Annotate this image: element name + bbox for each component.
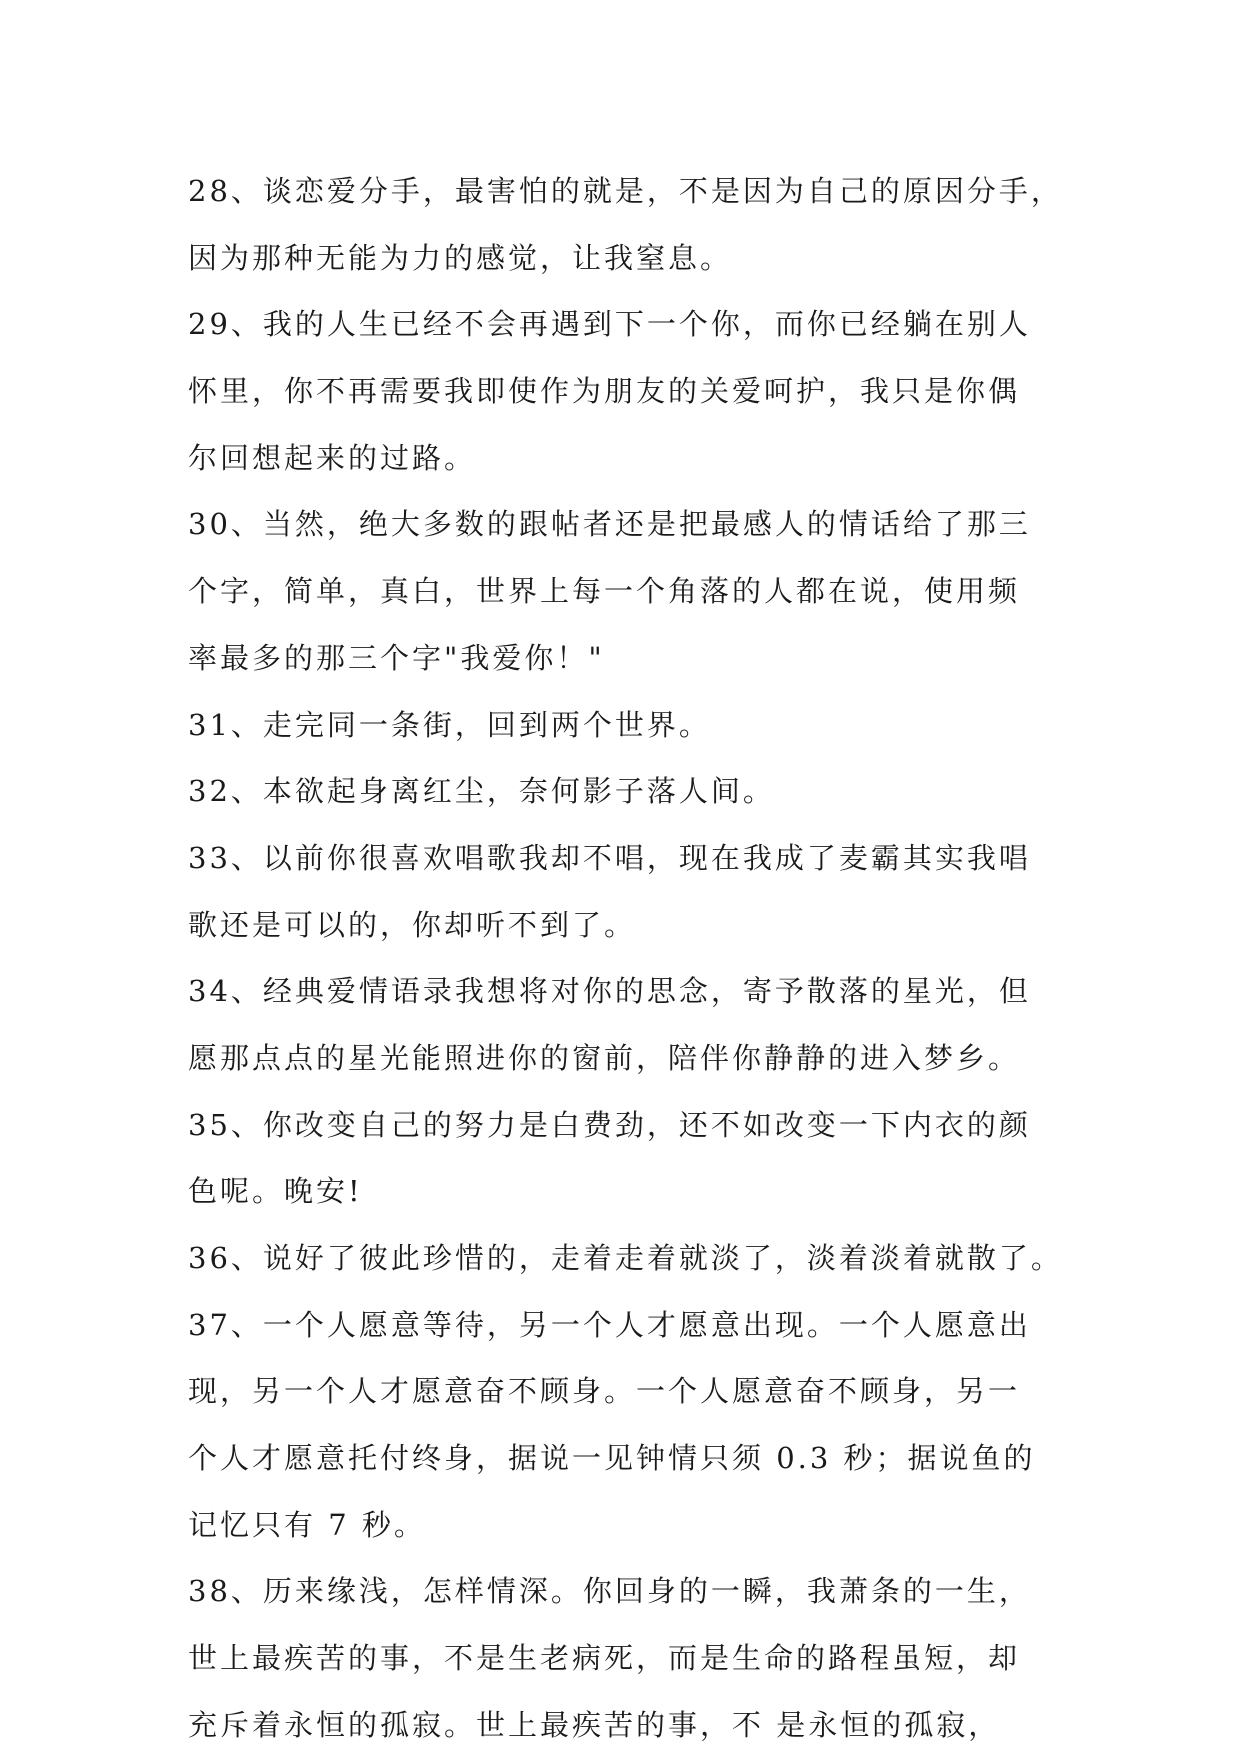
text-line: 充斥着永恒的孤寂。世上最疾苦的事，不 是永恒的孤寂，	[188, 1707, 1001, 1742]
text-line: 世上最疾苦的事，不是生老病死，而是生命的路程虽短，却	[188, 1641, 1021, 1676]
document-body	[188, 158, 1068, 1759]
text-line: 31、走完同一条街，回到两个世界。	[188, 707, 711, 742]
text-line: 歌还是可以的，你却听不到了。	[188, 907, 637, 942]
text-line: 尔回想起来的过路。	[188, 440, 477, 475]
text-line: 记忆只有 7 秒。	[188, 1507, 426, 1542]
text-line: 36、说好了彼此珍惜的，走着走着就淡了，淡着淡着就散了。	[188, 1241, 1063, 1275]
text-line: 34、经典爱情语录我想将对你的思念，寄予散落的星光，但	[188, 974, 1031, 1009]
text-line: 个字，简单，真白，世界上每一个角落的人都在说，使用频	[188, 574, 1021, 609]
text-line: 愿那点点的星光能照进你的窗前，陪伴你静静的进入梦乡。	[188, 1040, 1021, 1075]
text-line: 个人才愿意托付终身，据说一见钟情只须 0.3 秒；据说鱼的	[188, 1441, 1036, 1476]
text-line: 38、历来缘浅，怎样情深。你回身的一瞬，我萧条的一生，	[188, 1574, 1031, 1609]
text-line: 现，另一个人才愿意奋不顾身。一个人愿意奋不顾身，另一	[188, 1374, 1021, 1409]
text-line: 32、本欲起身离红尘，奈何影子落人间。	[188, 774, 775, 809]
text-line: 色呢。晚安!	[188, 1174, 363, 1209]
text-line: 35、你改变自己的努力是白费劲，还不如改变一下内衣的颜	[188, 1107, 1031, 1142]
text-line: 28、谈恋爱分手，最害怕的就是，不是因为自己的原因分手，	[188, 174, 1063, 208]
text-line: 率最多的那三个字"我爱你！"	[188, 640, 605, 675]
text-line: 因为那种无能为力的感觉，让我窒息。	[188, 240, 733, 275]
text-line: 37、一个人愿意等待，另一个人才愿意出现。一个人愿意出	[188, 1307, 1031, 1342]
text-line: 30、当然，绝大多数的跟帖者还是把最感人的情话给了那三	[188, 507, 1031, 542]
text-line: 29、我的人生已经不会再遇到下一个你，而你已经躺在别人	[188, 307, 1031, 342]
text-line: 怀里，你不再需要我即使作为朋友的关爱呵护，我只是你偶	[188, 374, 1021, 409]
text-line: 33、以前你很喜欢唱歌我却不唱，现在我成了麦霸其实我唱	[188, 840, 1031, 875]
